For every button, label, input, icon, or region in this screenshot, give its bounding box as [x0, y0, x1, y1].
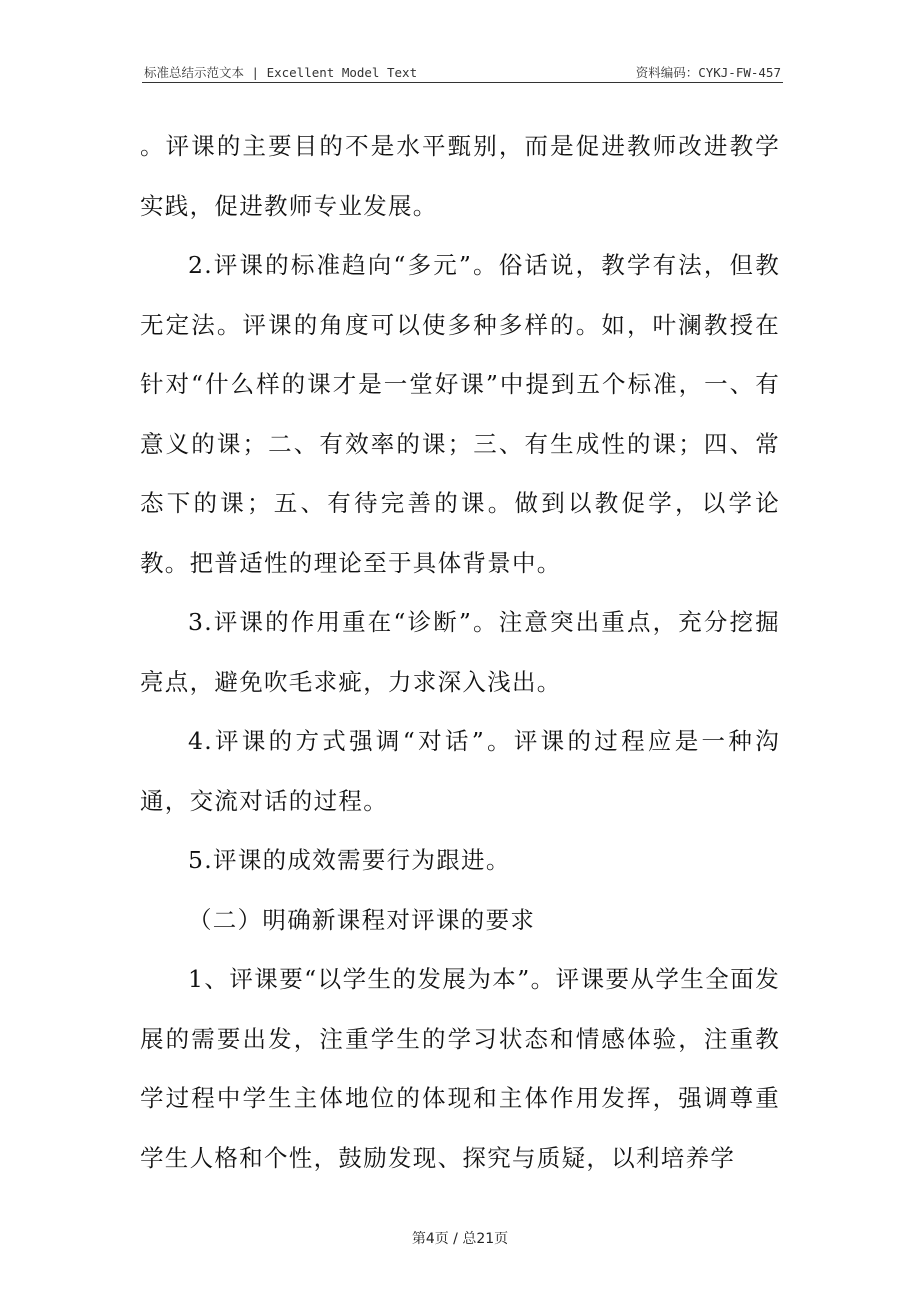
document-body — [140, 117, 780, 1188]
paragraph: 3.评课的作用重在“诊断”。注意突出重点，充分挖掘亮点，避免吹毛求疵，力求深入浅出。 — [140, 608, 780, 696]
document-code: 资料编码：CYKJ-FW-457 — [635, 65, 781, 80]
paragraph: 2.评课的标准趋向“多元”。俗话说，教学有法，但教无定法。评课的角度可以使多种多样的。如，叶澜教授在针对“什么样的课才是一堂好课”中提到五个标准，一、有意义的课；二、有效率的课；三、有生成性的课；四、常态下的课；五、有待完善的课。做到以教促学，以学论教。把普适性的理论至于具体背景中。 — [140, 251, 780, 577]
page-number: 第4页 / 总21页 — [411, 1231, 509, 1247]
page-header — [142, 60, 783, 83]
paragraph: 。评课的主要目的不是水平甄别，而是促进教师改进教学实践，促进教师专业发展。 — [140, 132, 780, 220]
header-title: 标准总结示范文本 | Excellent Model Text — [144, 65, 418, 80]
page-footer — [0, 1228, 920, 1248]
paragraph: 5.评课的成效需要行为跟进。 — [188, 846, 511, 874]
section-heading: （二）明确新课程对评课的要求 — [188, 905, 536, 934]
paragraph: 4.评课的方式强调“对话”。评课的过程应是一种沟通，交流对话的过程。 — [140, 727, 780, 815]
paragraph: 1、评课要“以学生的发展为本”。评课要从学生全面发展的需要出发，注重学生的学习状态和情感体验，注重教学过程中学生主体地位的体现和主体作用发挥，强调尊重学生人格和个性，鼓励发现、探究与质疑，以利培养学 — [140, 965, 780, 1172]
